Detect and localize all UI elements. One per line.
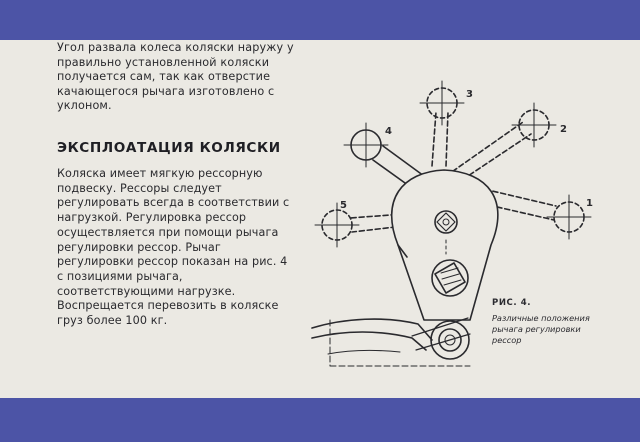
section-body <box>57 167 295 329</box>
position-label-1: 1 <box>586 198 593 209</box>
top-blue-band <box>0 0 640 40</box>
section-heading: ЭКСПЛОАТАЦИЯ КОЛЯСКИ <box>57 140 281 156</box>
position-label-4: 4 <box>385 126 392 137</box>
intro-paragraph: Угол развала колеса коляски наружу у правильно установленной коляски получается сам, так как отверстие качающегося рычага изготовлено с уклоном. <box>57 41 294 112</box>
bottom-blue-band <box>0 398 640 442</box>
lever-position-5 <box>315 203 404 247</box>
bracket-body <box>392 170 498 320</box>
position-label-5: 5 <box>340 200 347 211</box>
body-paragraph-suspension: Коляска имеет мягкую рессорную подвеску. Рессоры следует регулировать всегда в соответствии с нагрузкой. Регулировка рессор осуществляется при помощи рычага регулировки рессор. Рычаг регулировки рессор показан на рис. 4 с позициями рычага, соответствующими нагрузке. <box>57 167 290 298</box>
lever-position-3 <box>420 81 464 166</box>
position-label-3: 3 <box>466 89 473 100</box>
figure-caption-text: Различные положения рычага регулировки рессор <box>492 313 590 345</box>
figure-caption-number: РИС. 4. <box>492 298 532 308</box>
position-label-2: 2 <box>560 124 567 135</box>
body-paragraph-load-limit: Воспрещается перевозить в коляске груз более 100 кг. <box>57 299 279 328</box>
